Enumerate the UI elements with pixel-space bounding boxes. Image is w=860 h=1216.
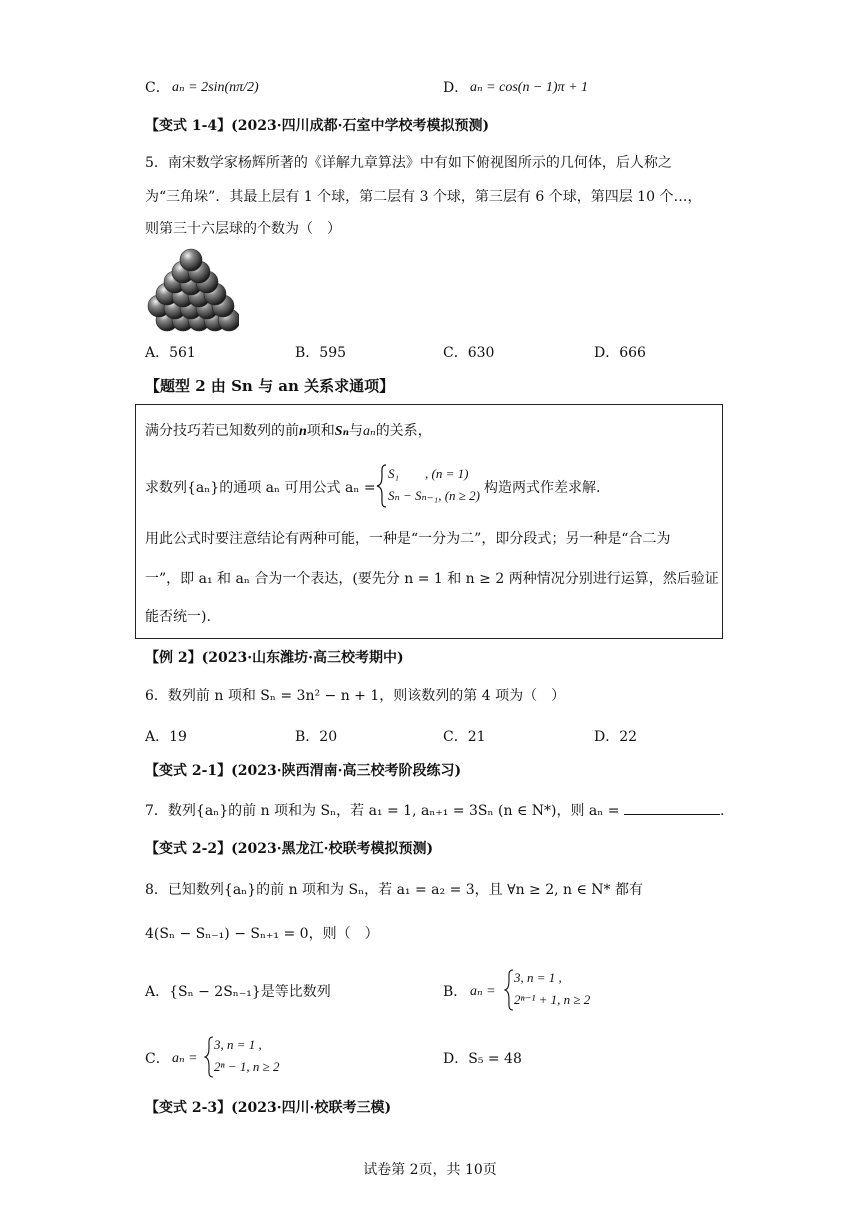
- question-5-option-a: A．561: [145, 345, 196, 361]
- question-8-option-b-label: B．: [443, 984, 468, 1000]
- tips-line-2-tail: 构造两式作差求解.: [484, 480, 601, 496]
- question-5-line-2: 为“三角垛”．其最上层有 1 个球，第二层有 3 个球，第三层有 6 个球，第四层 10 个…，: [145, 189, 702, 205]
- tips-line-4: 一”，即 a₁ 和 aₙ 合为一个表达，(要先分 n = 1 和 n ≥ 2 两种情况分别进行运算，然后验证: [145, 571, 719, 587]
- question-8-option-d: D．S₅ = 48: [443, 1051, 522, 1067]
- tips-line-3: 用此公式时要注意结论有两种可能，一种是“一分为二”，即分段式；另一种是“合二为: [145, 531, 671, 547]
- formula-case-2: Sₙ − Sₙ₋₁, (n ≥ 2): [388, 488, 480, 503]
- example-2-header: 【例 2】(2023·山东潍坊·高三校考期中): [145, 650, 404, 666]
- option-c-label: C．: [145, 80, 170, 96]
- question-6-option-b: B．20: [295, 729, 338, 745]
- question-5-line-3: 则第三十六层球的个数为（ ）: [145, 221, 341, 237]
- question-5-option-c: C．630: [443, 345, 495, 361]
- question-8-option-b-lhs: aₙ =: [470, 984, 496, 999]
- variant-2-2-header: 【变式 2-2】(2023·黑龙江·校联考模拟预测): [145, 841, 434, 857]
- variant-2-1-header: 【变式 2-1】(2023·陕西渭南·高三校考阶段练习): [145, 763, 462, 779]
- question-8-option-c-lhs: aₙ =: [172, 1051, 198, 1066]
- variant-2-3-header: 【变式 2-3】(2023·四川·校联考三模): [145, 1100, 392, 1116]
- question-5-line-1: 5．南宋数学家杨辉所著的《详解九章算法》中有如下俯视图所示的几何体，后人称之: [145, 155, 672, 171]
- tips-line-1: 满分技巧若已知数列的前n项和Sₙ与aₙ的关系，: [145, 423, 432, 439]
- formula-case-1: S₁ , (n = 1): [388, 466, 469, 481]
- question-6-text: 6．数列前 n 项和 Sₙ = 3n² − n + 1，则该数列的第 4 项为（ ）: [145, 688, 566, 704]
- option-b-case-2: 2ⁿ⁻¹ + 1, n ≥ 2: [514, 992, 591, 1007]
- tips-line-2-lead: 求数列{aₙ}的通项 aₙ 可用公式 aₙ =: [145, 480, 376, 496]
- page-footer: 试卷第 2页，共 10页: [363, 1162, 497, 1178]
- brace-symbol: [504, 969, 514, 1011]
- question-7-text: 7．数列{aₙ}的前 n 项和为 Sₙ，若 a₁ = 1, aₙ₊₁ = 3Sₙ (n ∈ N*)，则 aₙ = .: [145, 800, 724, 821]
- brace-symbol: [376, 464, 388, 508]
- triangular-ball-pile-image: [143, 246, 239, 332]
- answer-blank[interactable]: [624, 800, 720, 815]
- section-2-title: 【题型 2 由 Sn 与 an 关系求通项】: [145, 377, 395, 395]
- question-5-option-d: D．666: [594, 345, 646, 361]
- question-8-line-1: 8．已知数列{aₙ}的前 n 项和为 Sₙ，若 a₁ = a₂ = 3，且 ∀n ≥ 2, n ∈ N* 都有: [145, 882, 644, 898]
- variant-1-4-header: 【变式 1-4】(2023·四川成都·石室中学校考模拟预测): [145, 118, 490, 134]
- tips-line-5: 能否统一).: [145, 609, 211, 625]
- option-d-label: D．: [443, 80, 469, 96]
- brace-symbol: [204, 1036, 214, 1078]
- question-6-option-d: D．22: [594, 729, 638, 745]
- option-b-case-1: 3, n = 1 ,: [514, 970, 562, 985]
- option-c-case-1: 3, n = 1 ,: [214, 1037, 262, 1052]
- question-6-option-a: A．19: [145, 729, 187, 745]
- question-8-line-2: 4(Sₙ − Sₙ₋₁) − Sₙ₊₁ = 0，则（ ）: [145, 926, 379, 942]
- question-8-option-c-label: C．: [145, 1051, 170, 1067]
- question-6-option-c: C．21: [443, 729, 486, 745]
- ball: [180, 249, 202, 271]
- question-8-option-a: A．{Sₙ − 2Sₙ₋₁}是等比数列: [145, 984, 331, 1000]
- option-c-case-2: 2ⁿ − 1, n ≥ 2: [214, 1059, 280, 1074]
- option-c-formula: aₙ = 2sin(nπ/2): [172, 80, 259, 95]
- question-5-option-b: B．595: [295, 345, 347, 361]
- option-d-formula: aₙ = cos(n − 1)π + 1: [470, 80, 589, 95]
